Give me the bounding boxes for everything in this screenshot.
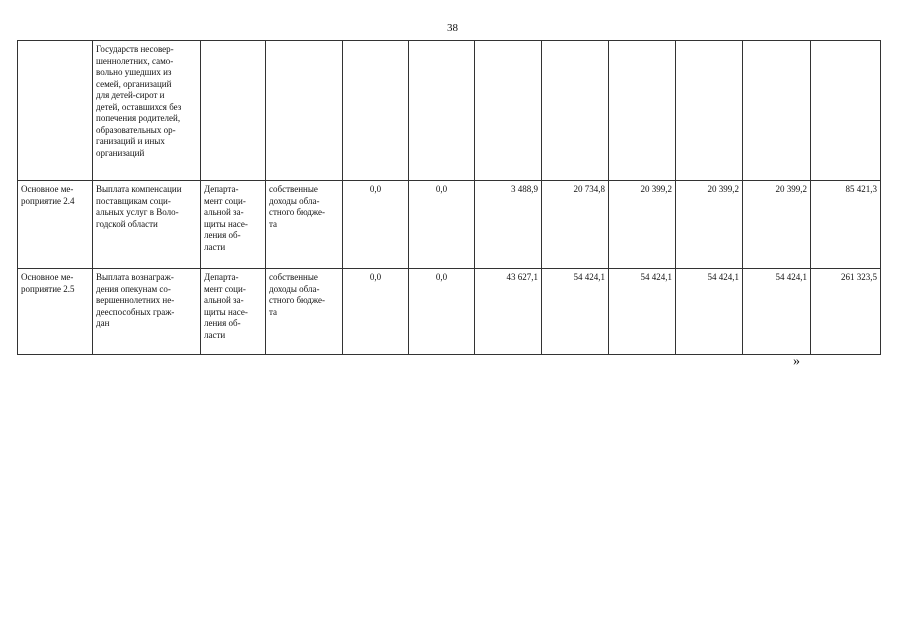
value-cell-2: 0,0 xyxy=(409,181,475,269)
value-cell-1: 0,0 xyxy=(343,269,409,355)
value-cell-8 xyxy=(811,41,881,181)
executor-cell: Департа- мент соци- альной за- щиты насе- ления об- ласти xyxy=(201,269,266,355)
value-cell-2: 0,0 xyxy=(409,269,475,355)
table-row xyxy=(18,269,881,355)
value-cell-4: 20 734,8 xyxy=(542,181,609,269)
value-cell-5: 54 424,1 xyxy=(609,269,676,355)
measure-name-cell: Выплата вознаграж- дения опекунам со- вершеннолетних не- дееспособных граж- дан xyxy=(93,269,201,355)
funding-source-cell xyxy=(266,41,343,181)
value-cell-7: 20 399,2 xyxy=(743,181,811,269)
value-cell-6: 54 424,1 xyxy=(676,269,743,355)
value-cell-6: 20 399,2 xyxy=(676,181,743,269)
measure-code-cell xyxy=(18,41,93,181)
value-cell-3: 3 488,9 xyxy=(475,181,542,269)
value-cell-1: 0,0 xyxy=(343,181,409,269)
value-cell-8: 85 421,3 xyxy=(811,181,881,269)
closing-quote-mark: » xyxy=(793,354,800,369)
value-cell-4: 54 424,1 xyxy=(542,269,609,355)
value-cell-5 xyxy=(609,41,676,181)
executor-cell xyxy=(201,41,266,181)
executor-cell: Департа- мент соци- альной за- щиты насе- ления об- ласти xyxy=(201,181,266,269)
measure-code-cell: Основное ме- роприятие 2.4 xyxy=(18,181,93,269)
funding-source-cell: собственные доходы обла- стного бюдже- та xyxy=(266,181,343,269)
measure-name-cell: Выплата компенсации поставщикам соци- альных услуг в Воло- годской области xyxy=(93,181,201,269)
value-cell-8: 261 323,5 xyxy=(811,269,881,355)
table-row xyxy=(18,41,881,181)
measure-code-cell: Основное ме- роприятие 2.5 xyxy=(18,269,93,355)
value-cell-3 xyxy=(475,41,542,181)
value-cell-2 xyxy=(409,41,475,181)
budget-table xyxy=(17,40,881,355)
measure-name-cell: Государств несовер- шеннолетних, само- вольно ушедших из семей, организаций для детей-сирот и детей, оставшихся без попечения родителей, образовательных ор- ганизаций и иных организаций xyxy=(93,41,201,181)
page-number: 38 xyxy=(447,22,458,34)
value-cell-5: 20 399,2 xyxy=(609,181,676,269)
value-cell-4 xyxy=(542,41,609,181)
value-cell-7: 54 424,1 xyxy=(743,269,811,355)
value-cell-1 xyxy=(343,41,409,181)
funding-source-cell: собственные доходы обла- стного бюдже- та xyxy=(266,269,343,355)
value-cell-7 xyxy=(743,41,811,181)
value-cell-6 xyxy=(676,41,743,181)
table-row xyxy=(18,181,881,269)
value-cell-3: 43 627,1 xyxy=(475,269,542,355)
